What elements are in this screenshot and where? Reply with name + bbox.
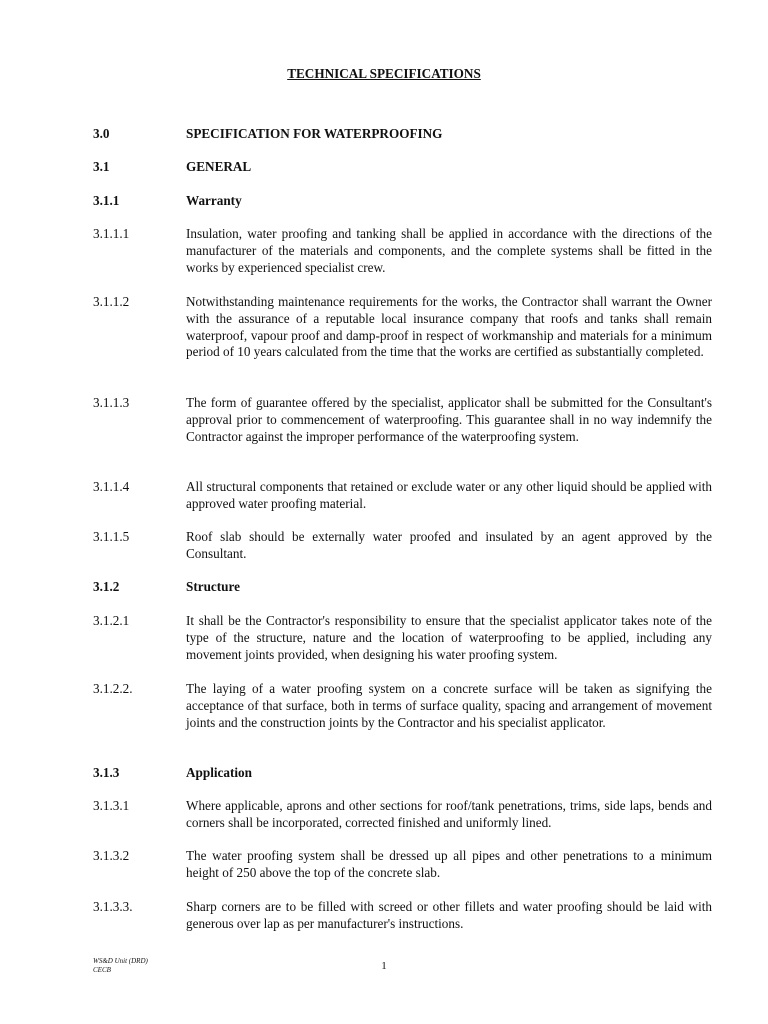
section-number: 3.1.3.2 (93, 848, 130, 863)
section-number: 3.1.2.1 (93, 613, 130, 628)
page-number: 1 (381, 960, 387, 972)
section-number: 3.1.3.1 (93, 798, 130, 813)
footer-unit: WS&D Unit (DRD) (93, 957, 148, 965)
section-text: The laying of a water proofing system on a concrete surface will be taken as signifying the acceptance of that surface, both in terms of surface quality, spacing and arrangement of movement joints and the construction joints by the Contractor and his specialist applicator. (186, 681, 712, 730)
document-title: TECHNICAL SPECIFICATIONS (287, 66, 481, 81)
section-text: Insulation, water proofing and tanking shall be applied in accordance with the directions of the manufacturer of the materials and components, and the complete systems shall be fitted in the works by experienced specialist crew. (186, 226, 712, 275)
section-number: 3.1.3 (93, 765, 120, 780)
section-number: 3.1.1.2 (93, 294, 130, 309)
section-number: 3.1.1.5 (93, 529, 130, 544)
section-text: Where applicable, aprons and other sections for roof/tank penetrations, trims, side laps, bends and corners shall be incorporated, corrected finished and uniformly lined. (186, 798, 712, 830)
section-number: 3.1.3.3. (93, 899, 133, 914)
section-title: Application (186, 765, 252, 780)
section-number: 3.1.1.3 (93, 395, 130, 410)
section-title: Warranty (186, 193, 242, 208)
section-text: It shall be the Contractor's responsibility to ensure that the specialist applicator takes note of the type of the structure, nature and the location of waterproofing to be applied, including any movement joints provided, when designing his water proofing system. (186, 613, 712, 662)
section-number: 3.0 (93, 126, 110, 141)
section-number: 3.1.2.2. (93, 681, 133, 696)
section-number: 3.1.1.1 (93, 226, 130, 241)
section-title: SPECIFICATION FOR WATERPROOFING (186, 126, 443, 141)
section-text: All structural components that retained or exclude water or any other liquid should be applied with approved water proofing material. (186, 479, 712, 511)
section-title: Structure (186, 579, 240, 594)
footer-org: CECB (93, 966, 111, 974)
section-text: The water proofing system shall be dressed up all pipes and other penetrations to a minimum height of 250 above the top of the concrete slab. (186, 848, 712, 880)
section-number: 3.1.1 (93, 193, 120, 208)
section-text: Sharp corners are to be filled with screed or other fillets and water proofing should be laid with generous over lap as per manufacturer's instructions. (186, 899, 712, 931)
section-number: 3.1 (93, 159, 110, 174)
section-title: GENERAL (186, 159, 252, 174)
section-text: The form of guarantee offered by the specialist, applicator shall be submitted for the Consultant's approval prior to commencement of waterproofing. This guarantee shall in no way indemnify the Contractor against the improper performance of the waterproofing system. (186, 395, 712, 444)
section-number: 3.1.1.4 (93, 479, 130, 494)
section-number: 3.1.2 (93, 579, 120, 594)
section-text: Roof slab should be externally water proofed and insulated by an agent approved by the Consultant. (186, 529, 712, 561)
section-text: Notwithstanding maintenance requirements for the works, the Contractor shall warrant the Owner with the assurance of a reputable local insurance company that roofs and tanks shall remain waterproof, vapour proof and damp-proof in respect of workmanship and materials for a minimum period of 10 years calculated from the time that the works are certified as substantially completed. (186, 294, 712, 360)
